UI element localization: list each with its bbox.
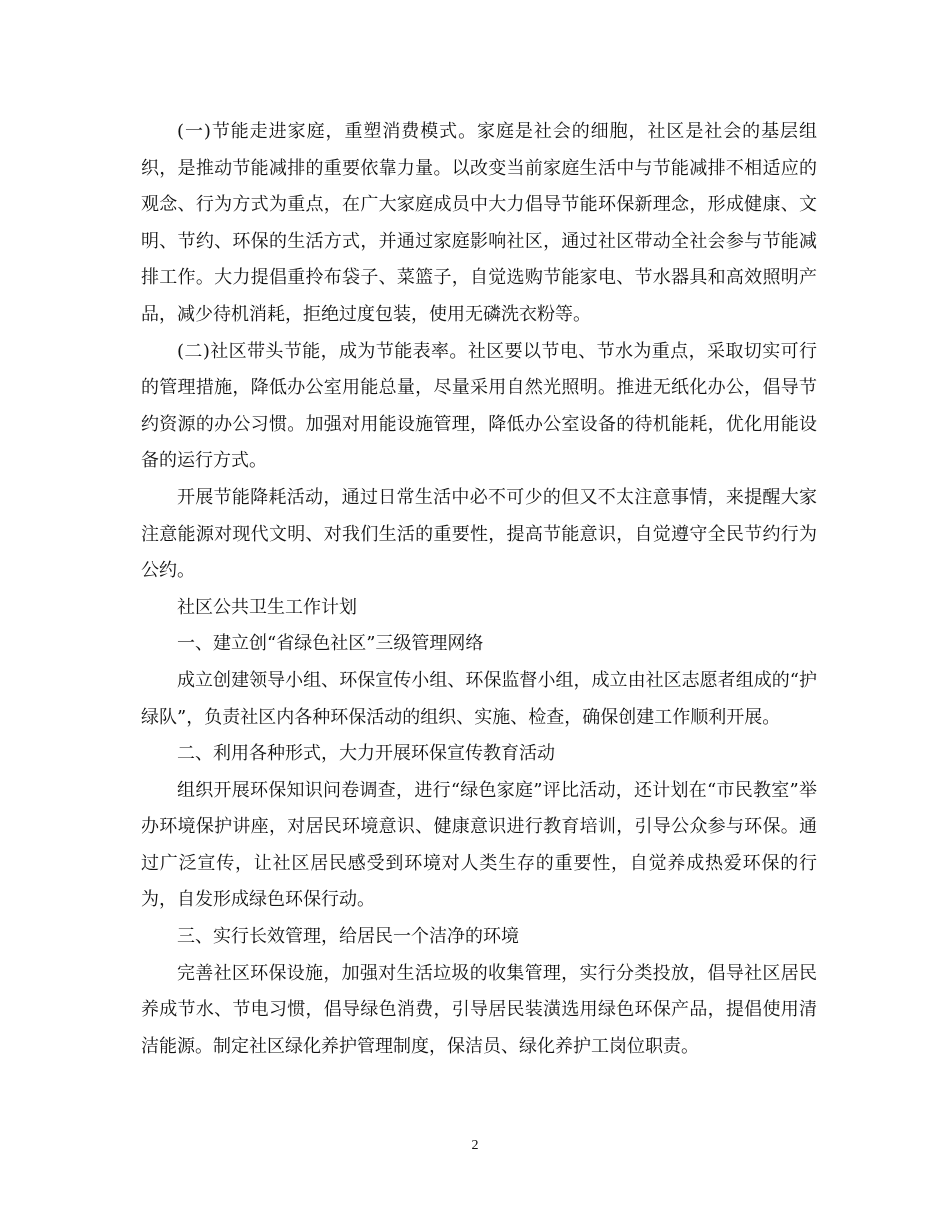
heading-environmental-education: 二、利用各种形式，大力开展环保宣传教育活动 <box>177 743 555 765</box>
document-body <box>141 114 817 1065</box>
paragraph-management-network: 成立创建领导小组、环保宣传小组、环保监督小组，成立由社区志愿者组成的“护绿队”，负责社区内各种环保活动的组织、实施、检查，确保创建工作顺利开展。 <box>141 669 817 728</box>
paragraph-long-term-management: 完善社区环保设施，加强对生活垃圾的收集管理，实行分类投放，倡导社区居民养成节水、节电习惯，倡导绿色消费，引导居民装潢选用绿色环保产品，提倡使用清洁能源。制定社区绿化养护管理制度，保洁员、绿化养护工岗位职责。 <box>141 962 817 1057</box>
paragraph-household-energy-saving: (一)节能走进家庭，重塑消费模式。家庭是社会的细胞，社区是社会的基层组织，是推动节能减排的重要依靠力量。以改变当前家庭生活中与节能减排不相适应的观念、行为方式为重点，在广大家庭成员中大力倡导节能环保新理念，形成健康、文明、节约、环保的生活方式，并通过家庭影响社区，通过社区带动全社会参与节能减排工作。大力提倡重拎布袋子、菜篮子，自觉选购节能家电、节水器具和高效照明产品，减少待机消耗，拒绝过度包装，使用无磷洗衣粉等。 <box>141 121 817 325</box>
paragraph-community-energy-saving: (二)社区带头节能，成为节能表率。社区要以节电、节水为重点，采取切实可行的管理措施，降低办公室用能总量，尽量采用自然光照明。推进无纸化办公，倡导节约资源的办公习惯。加强对用能设施管理，降低办公室设备的待机能耗，优化用能设备的运行方式。 <box>141 340 817 472</box>
page-number: 2 <box>471 1138 479 1153</box>
heading-long-term-management: 三、实行长效管理，给居民一个洁净的环境 <box>177 926 519 948</box>
paragraph-energy-activities: 开展节能降耗活动，通过日常生活中必不可少的但又不太注意事情，来提醒大家注意能源对现代文明、对我们生活的重要性，提高节能意识，自觉遵守全民节约行为公约。 <box>141 486 817 582</box>
section-title-public-health-plan: 社区公共卫生工作计划 <box>177 596 357 618</box>
heading-management-network: 一、建立创“省绿色社区”三级管理网络 <box>177 633 484 655</box>
paragraph-environmental-education: 组织开展环保知识问卷调查，进行“绿色家庭”评比活动，还计划在“市民教室”举办环境保护讲座，对居民环境意识、健康意识进行教育培训，引导公众参与环保。通过广泛宣传，让社区居民感受到环境对人类生存的重要性，自觉养成热爱环保的行为，自发形成绿色环保行动。 <box>141 779 817 911</box>
